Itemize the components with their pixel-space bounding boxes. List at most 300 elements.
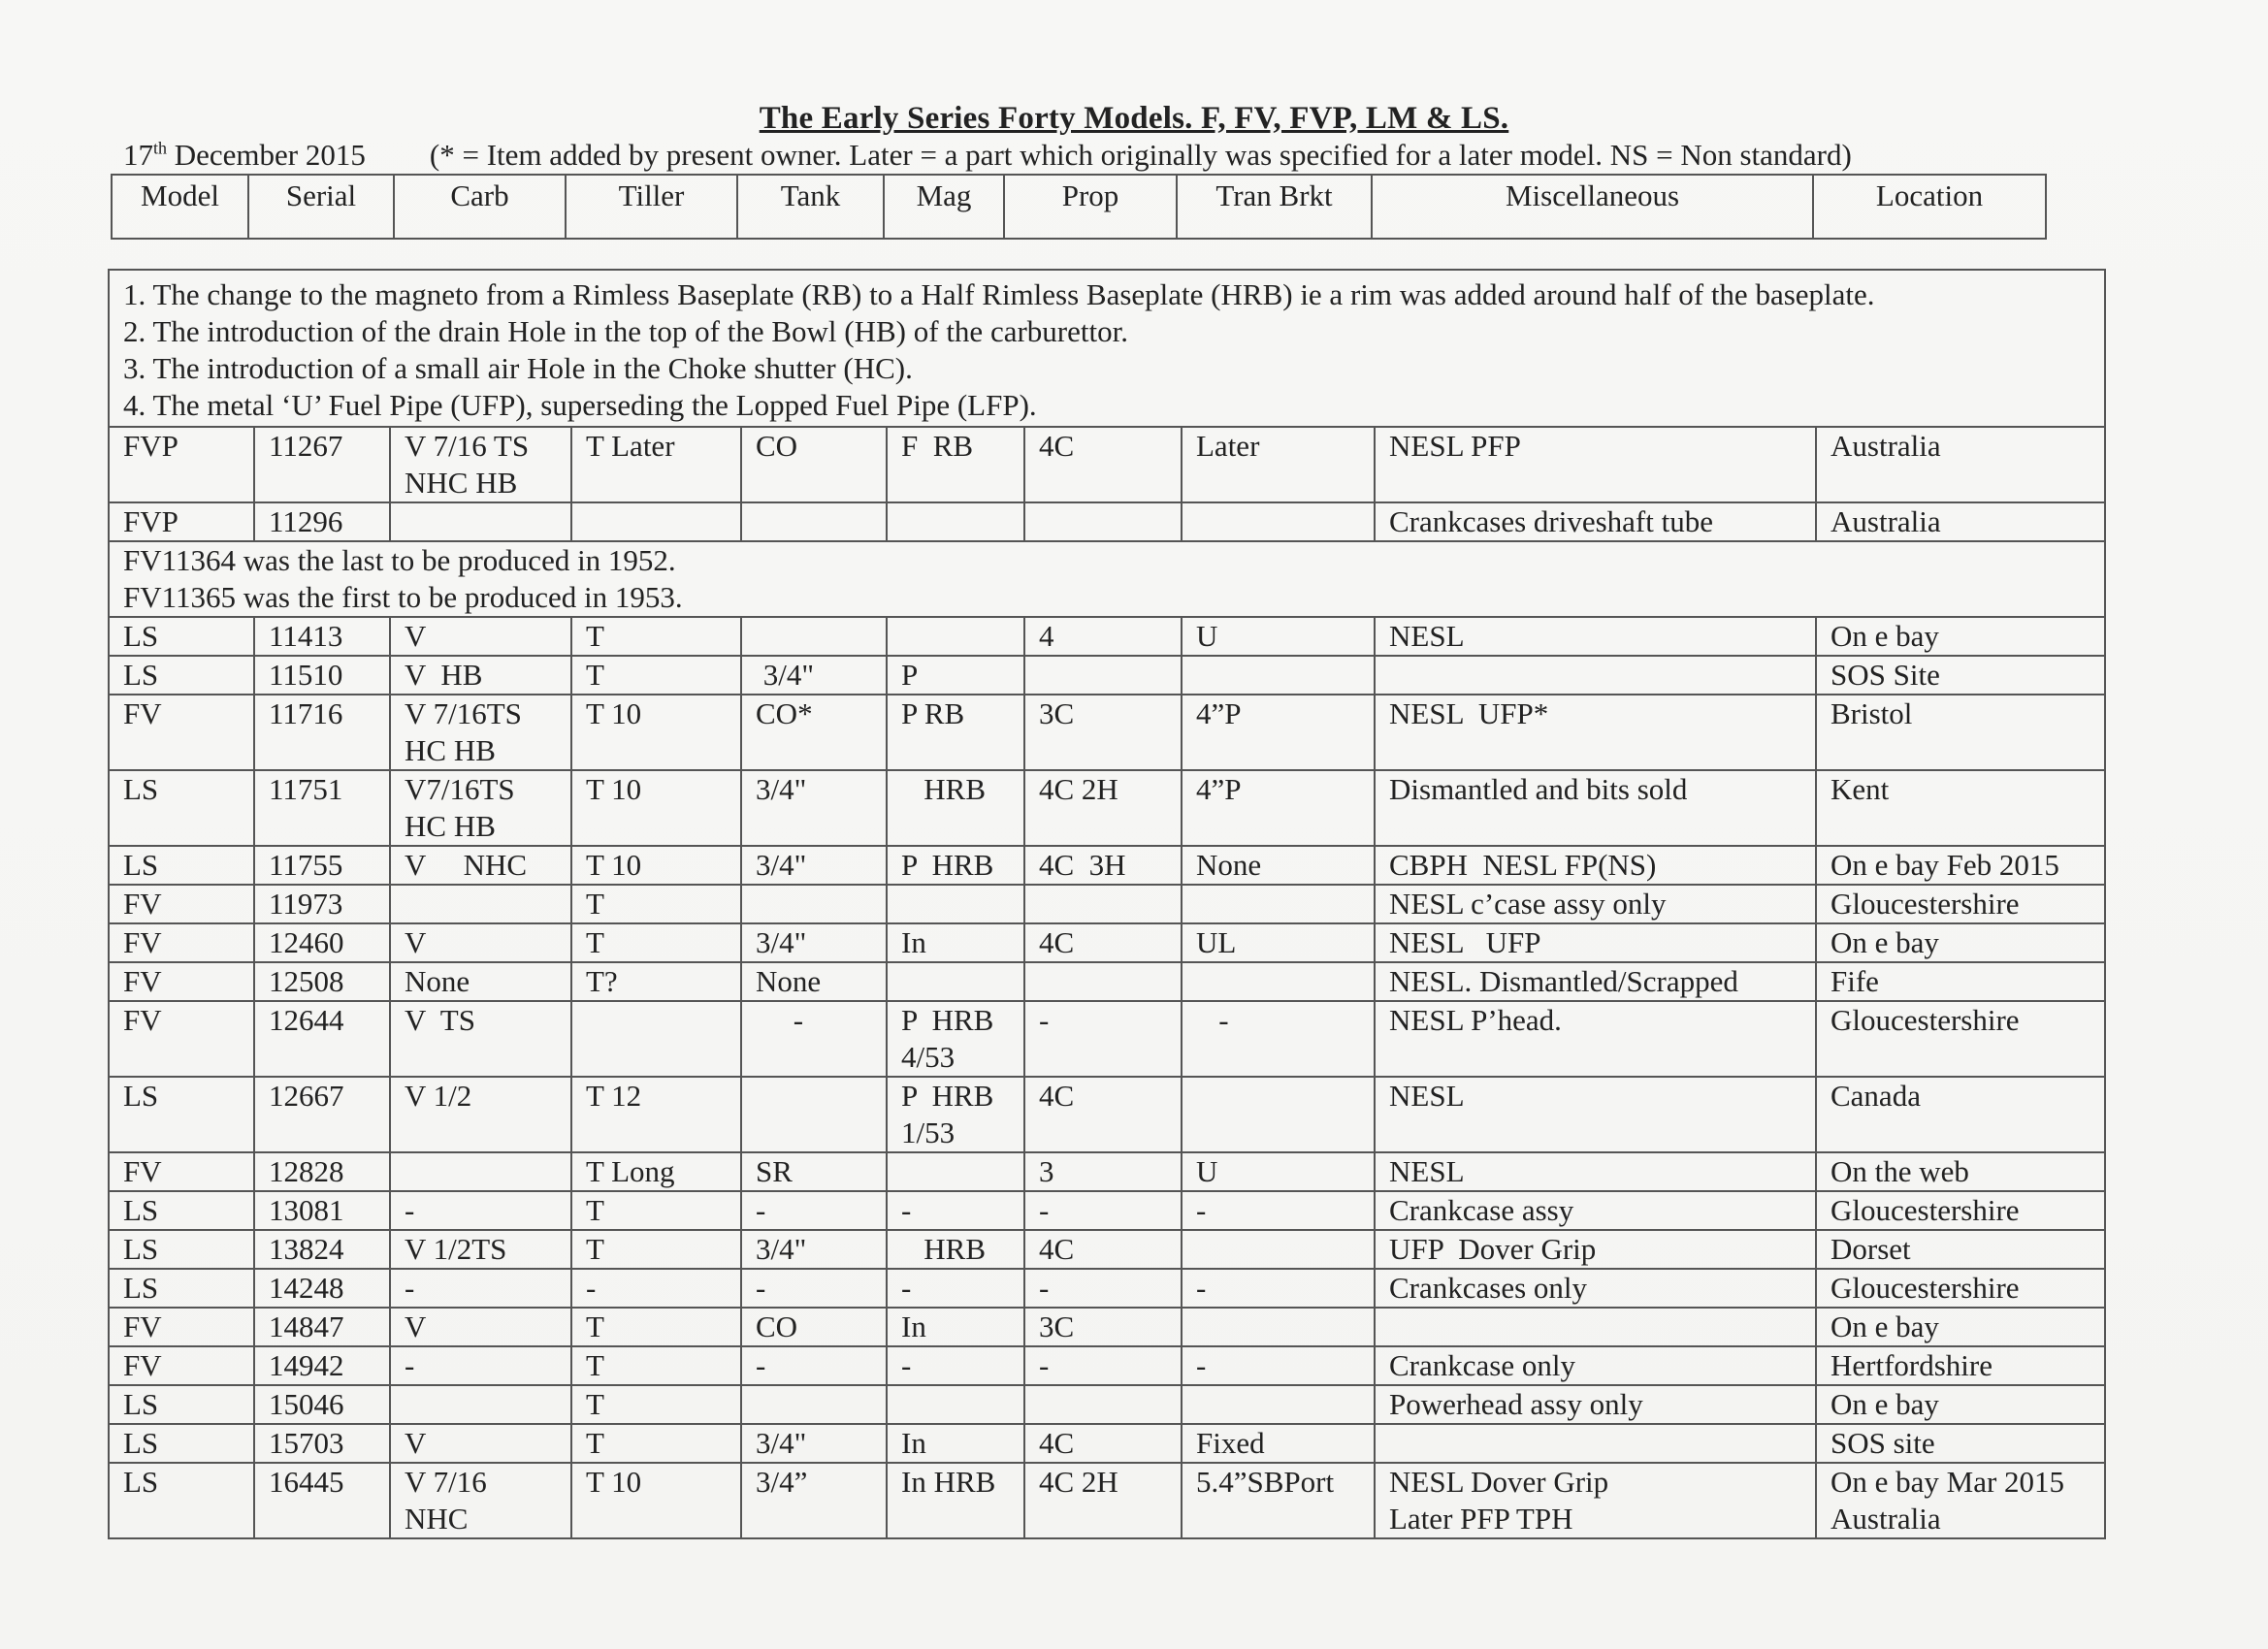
misc-cell-line: NESL [1389,1154,1465,1188]
table-row [109,617,2105,656]
column-header: Tank [737,175,884,239]
year-note-line: FV11365 was the first to be produced in 1953. [123,580,683,614]
carb-cell-line: - [405,1348,415,1382]
tiller-cell-line: T [586,658,604,692]
prop-cell [1024,1463,1182,1538]
key-note: (* = Item added by present owner. Later = a part which originally was specified for a later model. NS = Non standard) [429,138,1852,172]
serial-cell-line: 11755 [269,848,343,882]
model-cell [109,1346,254,1385]
table-row [109,695,2105,770]
table-row [109,1077,2105,1152]
notes-row [109,270,2105,427]
carb-cell [390,1269,571,1308]
model-cell [109,1191,254,1230]
serial-cell-line: 12644 [269,1003,344,1037]
serial-cell-line: 12460 [269,925,344,959]
carb-cell-line: NHC HB [405,466,518,500]
prop-cell [1024,1424,1182,1463]
mag-cell-line: F RB [901,429,974,463]
prop-cell [1024,1077,1182,1152]
tiller-cell [571,1424,741,1463]
mag-cell [887,502,1024,541]
tran-brkt-cell [1182,846,1375,885]
model-cell-line: FVP [123,429,178,463]
tiller-cell [571,427,741,502]
prop-cell-line: 4C [1039,1079,1075,1113]
carb-cell-line: NHC [405,1502,469,1536]
tran-brkt-cell [1182,1230,1375,1269]
tank-cell [741,695,887,770]
mag-cell-line: 4/53 [901,1040,956,1074]
carb-cell-line: V 7/16 [405,1465,487,1499]
note-line: 2. The introduction of the drain Hole in the top of the Bowl (HB) of the carburettor. [123,314,1128,348]
prop-cell [1024,770,1182,846]
table-row [109,1191,2105,1230]
misc-cell [1375,1230,1816,1269]
mag-cell-line: In [901,1310,926,1343]
location-cell [1816,502,2105,541]
tank-cell [741,923,887,962]
model-cell [109,1385,254,1424]
model-cell-line: LS [123,772,159,806]
carb-cell [390,695,571,770]
carb-cell [390,1424,571,1463]
prop-cell [1024,1230,1182,1269]
tran-brkt-cell-line: - [1196,1271,1207,1305]
tank-cell-line: 3/4" [756,772,807,806]
mag-cell [887,846,1024,885]
tank-cell [741,1269,887,1308]
carb-cell [390,1308,571,1346]
prop-cell [1024,1346,1182,1385]
carb-cell-line: - [405,1193,415,1227]
location-cell-line: Australia [1831,429,1941,463]
misc-cell-line: NESL. Dismantled/Scrapped [1389,964,1738,998]
mag-cell-line: HRB [901,772,986,806]
model-cell [109,962,254,1001]
table-row [109,885,2105,923]
location-cell [1816,656,2105,695]
serial-cell-line: 14847 [269,1310,344,1343]
table-row [109,1463,2105,1538]
mag-cell [887,1424,1024,1463]
mag-cell [887,1385,1024,1424]
mag-cell [887,695,1024,770]
serial-cell [254,656,390,695]
tank-cell [741,962,887,1001]
location-cell [1816,1001,2105,1077]
tank-cell [741,1152,887,1191]
serial-cell [254,1346,390,1385]
carb-cell-line: V HB [405,658,483,692]
prop-cell-line: 4C 2H [1039,772,1118,806]
location-cell-line: On e bay Mar 2015 [1831,1465,2065,1499]
tiller-cell-line: T [586,1426,604,1460]
model-cell [109,1424,254,1463]
model-cell [109,1269,254,1308]
location-cell-line: Australia [1831,1502,1941,1536]
tank-cell [741,1385,887,1424]
mag-cell-line: - [901,1193,912,1227]
location-cell [1816,1385,2105,1424]
serial-cell-line: 14248 [269,1271,344,1305]
location-cell [1816,1230,2105,1269]
misc-cell-line: Crankcase assy [1389,1193,1574,1227]
column-header: Location [1813,175,2046,239]
prop-cell [1024,502,1182,541]
tank-cell-line: 3/4" [756,658,815,692]
location-cell [1816,1191,2105,1230]
tran-brkt-cell [1182,885,1375,923]
mag-cell-line: P HRB [901,848,994,882]
serial-cell-line: 11267 [269,429,343,463]
tiller-cell [571,1230,741,1269]
table-row [109,502,2105,541]
location-cell-line: On e bay [1831,1387,1939,1421]
carb-cell-line: V [405,1310,427,1343]
location-cell [1816,846,2105,885]
table-row [109,1001,2105,1077]
serial-cell [254,1463,390,1538]
table-row [109,656,2105,695]
table-row [109,1152,2105,1191]
carb-cell [390,427,571,502]
tank-cell [741,1463,887,1538]
model-cell [109,427,254,502]
location-cell-line: Australia [1831,504,1941,538]
location-cell-line: Gloucestershire [1831,887,2020,921]
location-cell-line: Bristol [1831,696,1913,730]
prop-cell [1024,617,1182,656]
location-cell [1816,617,2105,656]
model-cell-line: LS [123,1426,159,1460]
tran-brkt-cell-line: 4”P [1196,772,1242,806]
misc-cell-line: Crankcases only [1389,1271,1588,1305]
serial-cell-line: 11510 [269,658,343,692]
tiller-cell [571,617,741,656]
carb-cell [390,923,571,962]
tank-cell [741,885,887,923]
carb-cell [390,1191,571,1230]
tiller-cell [571,1191,741,1230]
year-note-line: FV11364 was the last to be produced in 1952. [123,543,676,577]
model-cell-line: LS [123,1271,159,1305]
model-cell [109,1001,254,1077]
tank-cell-line: 3/4" [756,925,807,959]
tran-brkt-cell-line: Fixed [1196,1426,1265,1460]
carb-cell [390,1385,571,1424]
serial-cell-line: 11973 [269,887,343,921]
model-cell [109,923,254,962]
model-cell [109,1463,254,1538]
prop-cell-line: 4C [1039,1232,1075,1266]
mag-cell-line: - [901,1271,912,1305]
tran-brkt-cell [1182,1152,1375,1191]
serial-cell [254,1191,390,1230]
tiller-cell-line: T [586,925,604,959]
model-cell-line: FV [123,925,162,959]
model-cell-line: FV [123,1154,162,1188]
carb-cell-line: V 1/2 [405,1079,472,1113]
carb-cell-line: V 7/16 TS [405,429,530,463]
tiller-cell [571,1346,741,1385]
tran-brkt-cell-line: U [1196,619,1218,653]
tiller-cell [571,846,741,885]
serial-cell-line: 15046 [269,1387,344,1421]
tran-brkt-cell [1182,1463,1375,1538]
prop-cell-line: 4C [1039,1426,1075,1460]
tank-cell [741,846,887,885]
carb-cell-line: HC HB [405,809,496,843]
carb-cell [390,1230,571,1269]
tiller-cell [571,1308,741,1346]
tran-brkt-cell [1182,502,1375,541]
tank-cell [741,1230,887,1269]
mag-cell [887,1152,1024,1191]
prop-cell [1024,1001,1182,1077]
prop-cell [1024,1385,1182,1424]
mag-cell-line: P HRB [901,1079,994,1113]
location-cell-line: On e bay [1831,1310,1939,1343]
location-cell [1816,885,2105,923]
serial-cell [254,885,390,923]
model-cell [109,1230,254,1269]
misc-cell [1375,962,1816,1001]
location-cell-line: On the web [1831,1154,1969,1188]
tiller-cell-line: T [586,1310,604,1343]
prop-cell [1024,962,1182,1001]
tran-brkt-cell-line: - [1196,1348,1207,1382]
note-line: 1. The change to the magneto from a Rimless Baseplate (RB) to a Half Rimless Baseplate (HRB) ie a rim was added around half of the baseplate. [123,277,1875,311]
mag-cell-line: In [901,925,926,959]
carb-cell [390,656,571,695]
note-line: 4. The metal ‘U’ Fuel Pipe (UFP), superseding the Lopped Fuel Pipe (LFP). [123,388,1037,422]
mag-cell-line: 1/53 [901,1116,956,1149]
misc-cell-line: NESL P’head. [1389,1003,1562,1037]
column-header: Tran Brkt [1177,175,1372,239]
carb-cell [390,1152,571,1191]
mag-cell [887,1269,1024,1308]
prop-cell [1024,923,1182,962]
misc-cell-line: Crankcases driveshaft tube [1389,504,1713,538]
mag-cell [887,1346,1024,1385]
model-cell-line: LS [123,1079,159,1113]
tank-cell-line: - [756,1271,766,1305]
column-header: Prop [1004,175,1177,239]
tiller-cell-line: T [586,1193,604,1227]
serial-cell [254,1152,390,1191]
model-cell-line: FV [123,1310,162,1343]
prop-cell [1024,885,1182,923]
mag-cell [887,656,1024,695]
prop-cell-line: - [1039,1193,1050,1227]
tank-cell [741,1001,887,1077]
tran-brkt-cell [1182,1269,1375,1308]
carb-cell [390,1463,571,1538]
table-row [109,1269,2105,1308]
column-header: Carb [394,175,566,239]
serial-cell-line: 11716 [269,696,343,730]
misc-cell [1375,502,1816,541]
tank-cell-line: 3/4" [756,848,807,882]
mag-cell-line: HRB [901,1232,986,1266]
misc-cell [1375,1463,1816,1538]
misc-cell-line: Crankcase only [1389,1348,1575,1382]
tiller-cell [571,962,741,1001]
serial-cell [254,1001,390,1077]
tran-brkt-cell-line: Later [1196,429,1260,463]
location-cell-line: SOS Site [1831,658,1940,692]
tiller-cell-line: T Long [586,1154,675,1188]
misc-cell [1375,695,1816,770]
mag-cell [887,427,1024,502]
serial-cell [254,617,390,656]
prop-cell-line: 3C [1039,1310,1075,1343]
location-cell-line: Gloucestershire [1831,1271,2020,1305]
misc-cell-line: NESL UFP* [1389,696,1549,730]
location-cell-line: Gloucestershire [1831,1003,2020,1037]
tiller-cell-line: T 10 [586,772,642,806]
location-cell [1816,427,2105,502]
tank-cell-line: 3/4” [756,1465,808,1499]
mag-cell-line: P [901,658,919,692]
tran-brkt-cell [1182,656,1375,695]
mag-cell [887,1308,1024,1346]
tran-brkt-cell-line: 4”P [1196,696,1242,730]
tank-cell [741,1191,887,1230]
table-row [109,427,2105,502]
mag-cell [887,1191,1024,1230]
serial-cell [254,923,390,962]
misc-cell-line: NESL [1389,619,1465,653]
document-title: The Early Series Forty Models. F, FV, FVP, LM & LS. [759,101,1509,136]
tiller-cell-line: - [586,1271,597,1305]
prop-cell [1024,1269,1182,1308]
serial-cell-line: 14942 [269,1348,344,1382]
tiller-cell-line: T [586,1232,604,1266]
tank-cell [741,427,887,502]
misc-cell-line: UFP Dover Grip [1389,1232,1597,1266]
tran-brkt-cell-line: U [1196,1154,1218,1188]
prop-cell-line: 3C [1039,696,1075,730]
carb-cell-line: V 7/16TS [405,696,522,730]
location-cell [1816,1346,2105,1385]
serial-cell-line: 13824 [269,1232,344,1266]
serial-cell [254,962,390,1001]
location-cell-line: Kent [1831,772,1890,806]
table-row [109,1424,2105,1463]
mag-cell [887,962,1024,1001]
tiller-cell [571,1269,741,1308]
mag-cell [887,1463,1024,1538]
location-cell [1816,923,2105,962]
tran-brkt-cell [1182,962,1375,1001]
location-cell-line: Gloucestershire [1831,1193,2020,1227]
location-cell [1816,695,2105,770]
misc-cell [1375,1385,1816,1424]
model-cell [109,1077,254,1152]
tiller-cell-line: T 10 [586,1465,642,1499]
tiller-cell-line: T 10 [586,696,642,730]
location-cell [1816,770,2105,846]
tank-cell [741,1424,887,1463]
table-row [109,1230,2105,1269]
carb-cell-line: - [405,1271,415,1305]
tiller-cell [571,1077,741,1152]
location-cell [1816,1308,2105,1346]
mag-cell-line: In [901,1426,926,1460]
carb-cell-line: V 1/2TS [405,1232,507,1266]
carb-cell-line: V NHC [405,848,528,882]
prop-cell-line: 4C [1039,925,1075,959]
model-cell-line: LS [123,1193,159,1227]
model-cell [109,1152,254,1191]
misc-cell-line: Powerhead assy only [1389,1387,1643,1421]
mag-cell-line: - [901,1348,912,1382]
prop-cell-line: 4C 3H [1039,848,1126,882]
carb-cell [390,770,571,846]
misc-cell-line: NESL Dover Grip [1389,1465,1609,1499]
tiller-cell [571,770,741,846]
tank-cell [741,1077,887,1152]
tran-brkt-cell-line: 5.4”SBPort [1196,1465,1335,1499]
carb-cell-line: V7/16TS [405,772,515,806]
serial-cell-line: 16445 [269,1465,344,1499]
carb-cell-line: V TS [405,1003,475,1037]
tank-cell-line: CO* [756,696,813,730]
misc-cell [1375,1308,1816,1346]
tank-cell-line: CO [756,1310,798,1343]
tiller-cell-line: T [586,1387,604,1421]
serial-cell [254,427,390,502]
misc-cell-line: NESL [1389,1079,1465,1113]
tran-brkt-cell-line: None [1196,848,1262,882]
prop-cell [1024,1308,1182,1346]
tran-brkt-cell [1182,1077,1375,1152]
tiller-cell [571,656,741,695]
misc-cell [1375,1001,1816,1077]
location-cell [1816,962,2105,1001]
tiller-cell [571,923,741,962]
model-cell-line: FV [123,964,162,998]
tiller-cell [571,695,741,770]
mag-cell-line: P RB [901,696,965,730]
carb-cell-line: None [405,964,470,998]
table-row [109,1385,2105,1424]
tran-brkt-cell-line: UL [1196,925,1237,959]
tank-cell-line: SR [756,1154,793,1188]
carb-cell [390,617,571,656]
prop-cell-line: - [1039,1271,1050,1305]
serial-cell-line: 12828 [269,1154,344,1188]
location-cell-line: On e bay [1831,925,1939,959]
column-header: Model [112,175,248,239]
location-cell-line: Canada [1831,1079,1921,1113]
tiller-cell-line: T [586,1348,604,1382]
prop-cell-line: 4C 2H [1039,1465,1118,1499]
model-cell-line: FV [123,1003,162,1037]
carb-cell [390,502,571,541]
serial-cell [254,1077,390,1152]
model-cell [109,770,254,846]
serial-cell-line: 11413 [269,619,343,653]
prop-cell-line: - [1039,1003,1050,1037]
prop-cell-line: 3 [1039,1154,1054,1188]
model-cell [109,502,254,541]
prop-cell [1024,1191,1182,1230]
model-cell-line: LS [123,848,159,882]
tran-brkt-cell [1182,617,1375,656]
